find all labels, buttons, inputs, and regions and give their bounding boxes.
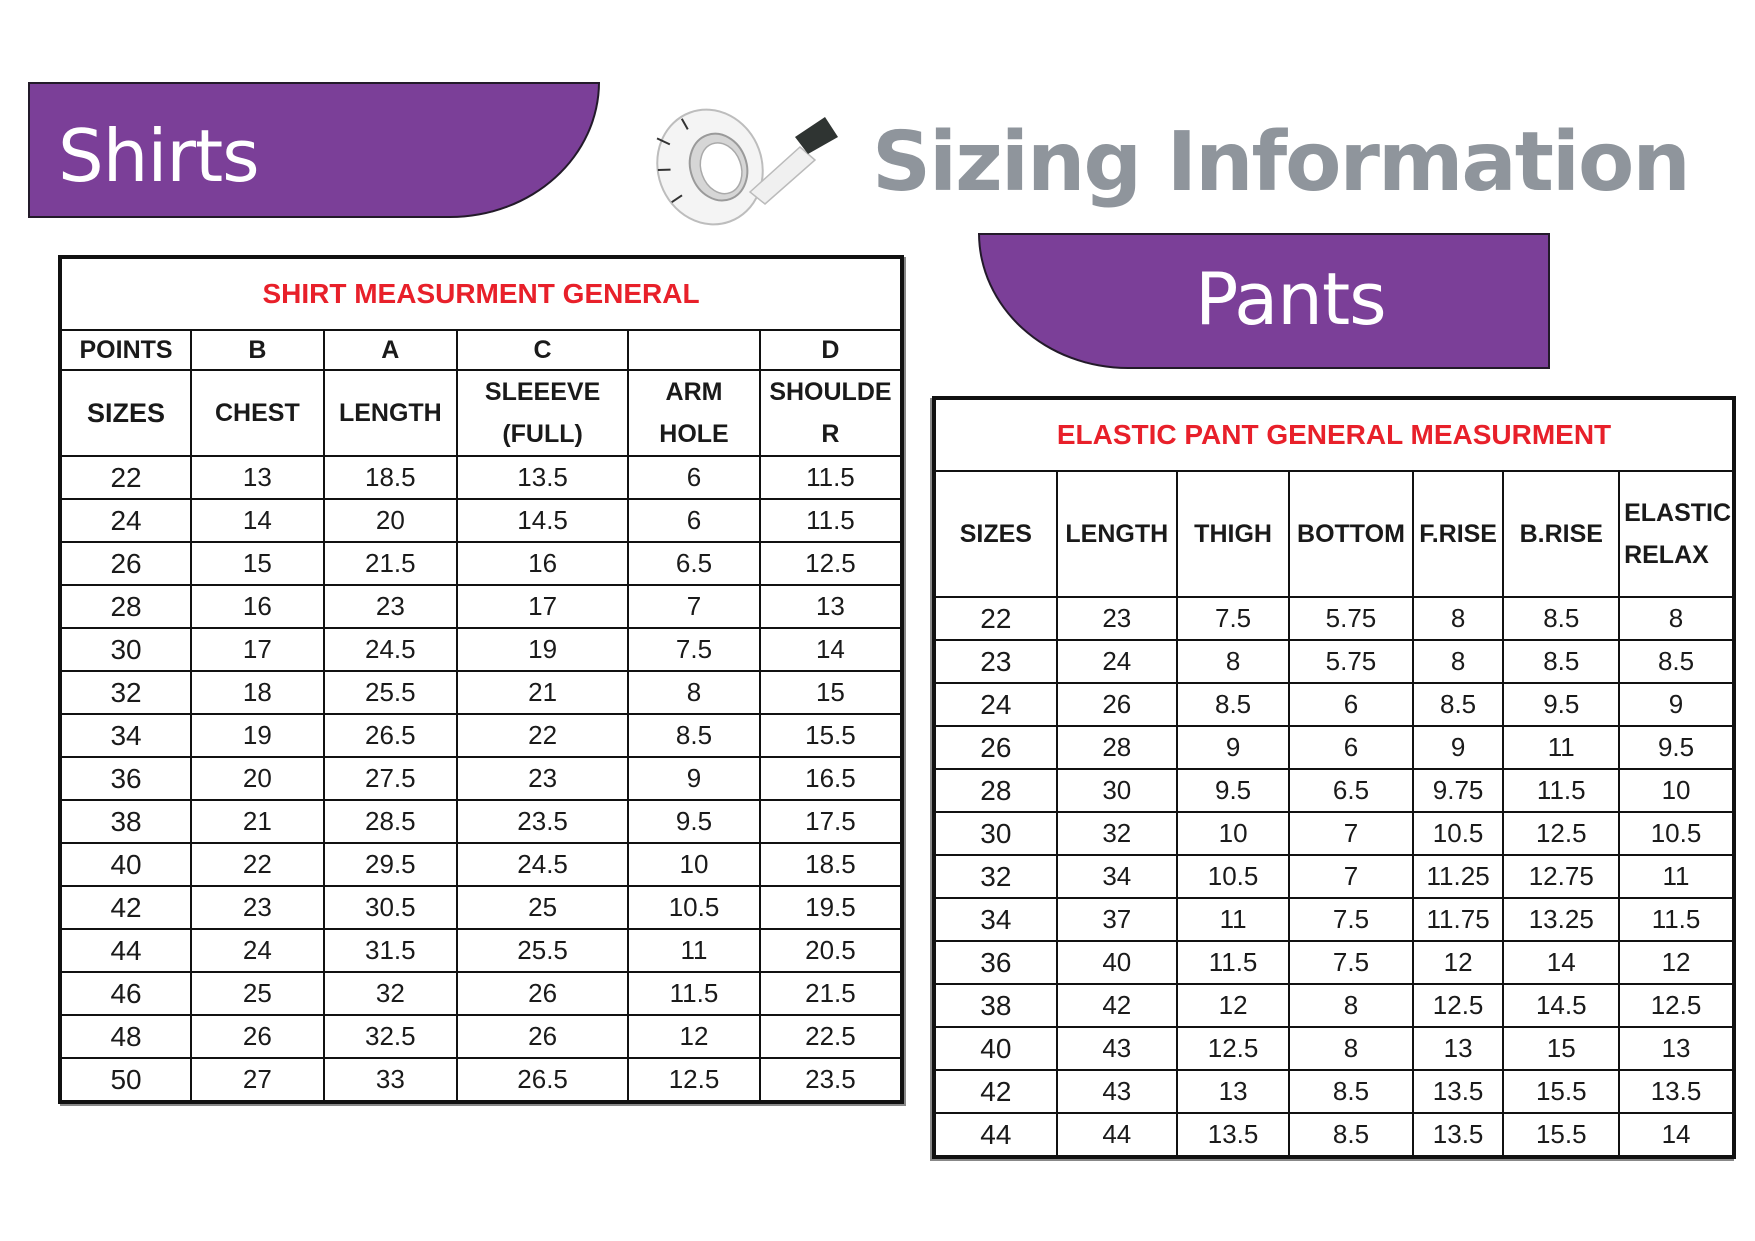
measurement-cell: 8.5: [1413, 683, 1504, 726]
measurement-cell: 27: [191, 1058, 324, 1102]
size-cell: 44: [934, 1113, 1057, 1157]
measurement-cell: 11.5: [1503, 769, 1619, 812]
size-cell: 26: [60, 542, 191, 585]
measurement-cell: 9: [1619, 683, 1734, 726]
size-cell: 36: [934, 941, 1057, 984]
measurement-cell: 8.5: [1503, 597, 1619, 640]
measurement-cell: 11.5: [760, 499, 902, 542]
measurement-cell: 26: [457, 972, 628, 1015]
measurement-cell: 13.5: [1619, 1070, 1734, 1113]
measurement-cell: 30.5: [324, 886, 457, 929]
size-cell: 22: [934, 597, 1057, 640]
size-cell: 28: [60, 585, 191, 628]
measurement-cell: 13: [191, 456, 324, 499]
size-cell: 24: [60, 499, 191, 542]
measuring-tape-icon: [640, 92, 840, 232]
table-row: [60, 886, 902, 929]
measurement-cell: 6: [1289, 683, 1412, 726]
measurement-cell: 10.5: [1619, 812, 1734, 855]
measurement-cell: 8.5: [1289, 1113, 1412, 1157]
size-cell: 36: [60, 757, 191, 800]
point-label: D: [760, 330, 902, 370]
size-cell: 38: [934, 984, 1057, 1027]
measurement-cell: 15: [1503, 1027, 1619, 1070]
table-row: [60, 671, 902, 714]
measurement-cell: 24.5: [457, 843, 628, 886]
measurement-cell: 8: [1289, 1027, 1412, 1070]
measurement-cell: 9: [628, 757, 760, 800]
measurement-cell: 6: [1289, 726, 1412, 769]
size-cell: 22: [60, 456, 191, 499]
measurement-cell: 8.5: [628, 714, 760, 757]
measurement-cell: 28.5: [324, 800, 457, 843]
measurement-cell: 15.5: [1503, 1070, 1619, 1113]
measurement-cell: 20.5: [760, 929, 902, 972]
measurement-cell: 16.5: [760, 757, 902, 800]
measurement-cell: 15.5: [1503, 1113, 1619, 1157]
measurement-cell: 20: [324, 499, 457, 542]
measurement-cell: 25.5: [324, 671, 457, 714]
table-row: [934, 984, 1734, 1027]
measurement-cell: 31.5: [324, 929, 457, 972]
measurement-cell: 11.25: [1413, 855, 1504, 898]
column-header: SIZES: [60, 370, 191, 456]
measurement-cell: 9.75: [1413, 769, 1504, 812]
measurement-cell: 22: [191, 843, 324, 886]
measurement-cell: 43: [1057, 1070, 1177, 1113]
measurement-cell: 24: [191, 929, 324, 972]
measurement-cell: 27.5: [324, 757, 457, 800]
measurement-cell: 13.5: [1413, 1070, 1504, 1113]
table-row: [60, 843, 902, 886]
measurement-cell: 5.75: [1289, 640, 1412, 683]
measurement-cell: 10.5: [1177, 855, 1289, 898]
measurement-cell: 22.5: [760, 1015, 902, 1058]
measurement-cell: 7: [628, 585, 760, 628]
measurement-cell: 26: [1057, 683, 1177, 726]
table-row: [934, 1113, 1734, 1157]
measurement-cell: 10: [1619, 769, 1734, 812]
point-label: A: [324, 330, 457, 370]
table-row: [934, 941, 1734, 984]
measurement-cell: 10.5: [1413, 812, 1504, 855]
measurement-cell: 11.5: [1177, 941, 1289, 984]
table-row: [60, 1058, 902, 1102]
measurement-cell: 43: [1057, 1027, 1177, 1070]
measurement-cell: 6: [628, 499, 760, 542]
column-header: LENGTH: [1057, 471, 1177, 597]
measurement-cell: 8: [1619, 597, 1734, 640]
measurement-cell: 11: [628, 929, 760, 972]
measurement-cell: 8.5: [1503, 640, 1619, 683]
measurement-cell: 21.5: [324, 542, 457, 585]
size-cell: 23: [934, 640, 1057, 683]
measurement-cell: 37: [1057, 898, 1177, 941]
measurement-cell: 14.5: [457, 499, 628, 542]
measurement-cell: 14: [191, 499, 324, 542]
measurement-cell: 6.5: [1289, 769, 1412, 812]
size-cell: 46: [60, 972, 191, 1015]
measurement-cell: 18.5: [760, 843, 902, 886]
measurement-cell: 12.5: [628, 1058, 760, 1102]
point-label: [628, 330, 760, 370]
measurement-cell: 23.5: [760, 1058, 902, 1102]
pants-banner-label: Pants: [1195, 257, 1386, 341]
measurement-cell: 5.75: [1289, 597, 1412, 640]
table-row: [934, 898, 1734, 941]
size-cell: 40: [934, 1027, 1057, 1070]
table-row: [60, 714, 902, 757]
measurement-cell: 6: [628, 456, 760, 499]
measurement-cell: 29.5: [324, 843, 457, 886]
table-row: [934, 640, 1734, 683]
column-header: ARM HOLE: [628, 370, 760, 456]
table-row: [60, 499, 902, 542]
measurement-cell: 13: [1413, 1027, 1504, 1070]
table-row: [60, 800, 902, 843]
measurement-cell: 8: [1413, 597, 1504, 640]
measurement-cell: 16: [191, 585, 324, 628]
size-cell: 38: [60, 800, 191, 843]
measurement-cell: 11.5: [1619, 898, 1734, 941]
size-cell: 42: [60, 886, 191, 929]
measurement-cell: 7: [1289, 812, 1412, 855]
measurement-cell: 15: [191, 542, 324, 585]
shirts-banner-label: Shirts: [58, 114, 259, 198]
measurement-cell: 40: [1057, 941, 1177, 984]
size-cell: 48: [60, 1015, 191, 1058]
point-label: B: [191, 330, 324, 370]
table-row: [60, 1015, 902, 1058]
column-header: THIGH: [1177, 471, 1289, 597]
measurement-cell: 26.5: [324, 714, 457, 757]
points-header: POINTS: [60, 330, 191, 370]
measurement-cell: 23: [457, 757, 628, 800]
column-header: LENGTH: [324, 370, 457, 456]
measurement-cell: 8: [1289, 984, 1412, 1027]
measurement-cell: 9.5: [1619, 726, 1734, 769]
table-row: [934, 1027, 1734, 1070]
measurement-cell: 10: [1177, 812, 1289, 855]
measurement-cell: 19: [191, 714, 324, 757]
measurement-cell: 9.5: [1503, 683, 1619, 726]
measurement-cell: 7.5: [1289, 941, 1412, 984]
measurement-cell: 13: [1177, 1070, 1289, 1113]
measurement-cell: 7: [1289, 855, 1412, 898]
size-cell: 30: [60, 628, 191, 671]
measurement-cell: 23.5: [457, 800, 628, 843]
measurement-cell: 24: [1057, 640, 1177, 683]
measurement-cell: 11: [1619, 855, 1734, 898]
measurement-cell: 32.5: [324, 1015, 457, 1058]
measurement-cell: 8: [628, 671, 760, 714]
measurement-cell: 14: [760, 628, 902, 671]
measurement-cell: 26: [191, 1015, 324, 1058]
table-row: [934, 683, 1734, 726]
measurement-cell: 14: [1503, 941, 1619, 984]
table-row: [60, 757, 902, 800]
measurement-cell: 34: [1057, 855, 1177, 898]
measurement-cell: 18.5: [324, 456, 457, 499]
size-cell: 42: [934, 1070, 1057, 1113]
measurement-cell: 14: [1619, 1113, 1734, 1157]
measurement-cell: 23: [324, 585, 457, 628]
measurement-cell: 8: [1177, 640, 1289, 683]
point-label: C: [457, 330, 628, 370]
measurement-cell: 16: [457, 542, 628, 585]
measurement-cell: 17: [191, 628, 324, 671]
table-row: [934, 597, 1734, 640]
measurement-cell: 10: [628, 843, 760, 886]
size-cell: 28: [934, 769, 1057, 812]
measurement-cell: 12.5: [1177, 1027, 1289, 1070]
size-cell: 34: [60, 714, 191, 757]
column-header: F.RISE: [1413, 471, 1504, 597]
table-row: [934, 855, 1734, 898]
measurement-cell: 9.5: [628, 800, 760, 843]
measurement-cell: 24.5: [324, 628, 457, 671]
measurement-cell: 32: [324, 972, 457, 1015]
measurement-cell: 15.5: [760, 714, 902, 757]
measurement-cell: 25: [457, 886, 628, 929]
size-cell: 24: [934, 683, 1057, 726]
column-header: SHOULDE R: [760, 370, 902, 456]
measurement-cell: 13: [760, 585, 902, 628]
measurement-cell: 25: [191, 972, 324, 1015]
size-cell: 30: [934, 812, 1057, 855]
table-row: [60, 972, 902, 1015]
column-header: SLEEEVE (FULL): [457, 370, 628, 456]
column-header: CHEST: [191, 370, 324, 456]
table-row: [934, 769, 1734, 812]
measurement-cell: 9: [1413, 726, 1504, 769]
measurement-cell: 23: [191, 886, 324, 929]
measurement-cell: 12: [1619, 941, 1734, 984]
measurement-cell: 19.5: [760, 886, 902, 929]
measurement-cell: 26: [457, 1015, 628, 1058]
table-row: [60, 929, 902, 972]
measurement-cell: 10.5: [628, 886, 760, 929]
pants-banner: [978, 233, 1550, 369]
pants-measurement-table: [932, 396, 1736, 1159]
measurement-cell: 12.5: [760, 542, 902, 585]
size-cell: 50: [60, 1058, 191, 1102]
measurement-cell: 13.25: [1503, 898, 1619, 941]
measurement-cell: 12: [628, 1015, 760, 1058]
measurement-cell: 22: [457, 714, 628, 757]
size-cell: 32: [934, 855, 1057, 898]
measurement-cell: 28: [1057, 726, 1177, 769]
measurement-cell: 25.5: [457, 929, 628, 972]
size-cell: 26: [934, 726, 1057, 769]
table-row: [60, 585, 902, 628]
measurement-cell: 8: [1413, 640, 1504, 683]
measurement-cell: 23: [1057, 597, 1177, 640]
table-row: [934, 812, 1734, 855]
shirts-banner: [28, 82, 600, 218]
table-row: [934, 726, 1734, 769]
measurement-cell: 26.5: [457, 1058, 628, 1102]
measurement-cell: 12.5: [1503, 812, 1619, 855]
measurement-cell: 12.5: [1413, 984, 1504, 1027]
page-title: Sizing Information: [872, 115, 1689, 210]
measurement-cell: 21.5: [760, 972, 902, 1015]
measurement-cell: 33: [324, 1058, 457, 1102]
measurement-cell: 13: [1619, 1027, 1734, 1070]
column-header: SIZES: [934, 471, 1057, 597]
table-row: [60, 628, 902, 671]
measurement-cell: 9.5: [1177, 769, 1289, 812]
measurement-cell: 21: [457, 671, 628, 714]
measurement-cell: 13.5: [1177, 1113, 1289, 1157]
measurement-cell: 7.5: [628, 628, 760, 671]
measurement-cell: 14.5: [1503, 984, 1619, 1027]
measurement-cell: 6.5: [628, 542, 760, 585]
measurement-cell: 18: [191, 671, 324, 714]
measurement-cell: 13.5: [1413, 1113, 1504, 1157]
shirt-measurement-table: [58, 255, 904, 1104]
measurement-cell: 11.75: [1413, 898, 1504, 941]
measurement-cell: 32: [1057, 812, 1177, 855]
shirt-table-title: SHIRT MEASURMENT GENERAL: [60, 257, 902, 330]
measurement-cell: 30: [1057, 769, 1177, 812]
measurement-cell: 12: [1413, 941, 1504, 984]
measurement-cell: 8.5: [1619, 640, 1734, 683]
table-row: [60, 456, 902, 499]
pants-table-title: ELASTIC PANT GENERAL MEASURMENT: [934, 398, 1734, 471]
table-row: [934, 1070, 1734, 1113]
measurement-cell: 11.5: [628, 972, 760, 1015]
measurement-cell: 12.75: [1503, 855, 1619, 898]
table-row: [60, 542, 902, 585]
measurement-cell: 12: [1177, 984, 1289, 1027]
measurement-cell: 20: [191, 757, 324, 800]
measurement-cell: 12.5: [1619, 984, 1734, 1027]
measurement-cell: 17.5: [760, 800, 902, 843]
measurement-cell: 15: [760, 671, 902, 714]
measurement-cell: 21: [191, 800, 324, 843]
measurement-cell: 13.5: [457, 456, 628, 499]
measurement-cell: 11: [1177, 898, 1289, 941]
measurement-cell: 7.5: [1177, 597, 1289, 640]
column-header: ELASTIC RELAX: [1619, 471, 1734, 597]
measurement-cell: 9: [1177, 726, 1289, 769]
column-header: B.RISE: [1503, 471, 1619, 597]
column-header: BOTTOM: [1289, 471, 1412, 597]
measurement-cell: 19: [457, 628, 628, 671]
measurement-cell: 17: [457, 585, 628, 628]
size-cell: 40: [60, 843, 191, 886]
measurement-cell: 8.5: [1177, 683, 1289, 726]
measurement-cell: 7.5: [1289, 898, 1412, 941]
size-cell: 44: [60, 929, 191, 972]
measurement-cell: 11: [1503, 726, 1619, 769]
measurement-cell: 42: [1057, 984, 1177, 1027]
size-cell: 34: [934, 898, 1057, 941]
measurement-cell: 11.5: [760, 456, 902, 499]
size-cell: 32: [60, 671, 191, 714]
measurement-cell: 8.5: [1289, 1070, 1412, 1113]
measurement-cell: 44: [1057, 1113, 1177, 1157]
